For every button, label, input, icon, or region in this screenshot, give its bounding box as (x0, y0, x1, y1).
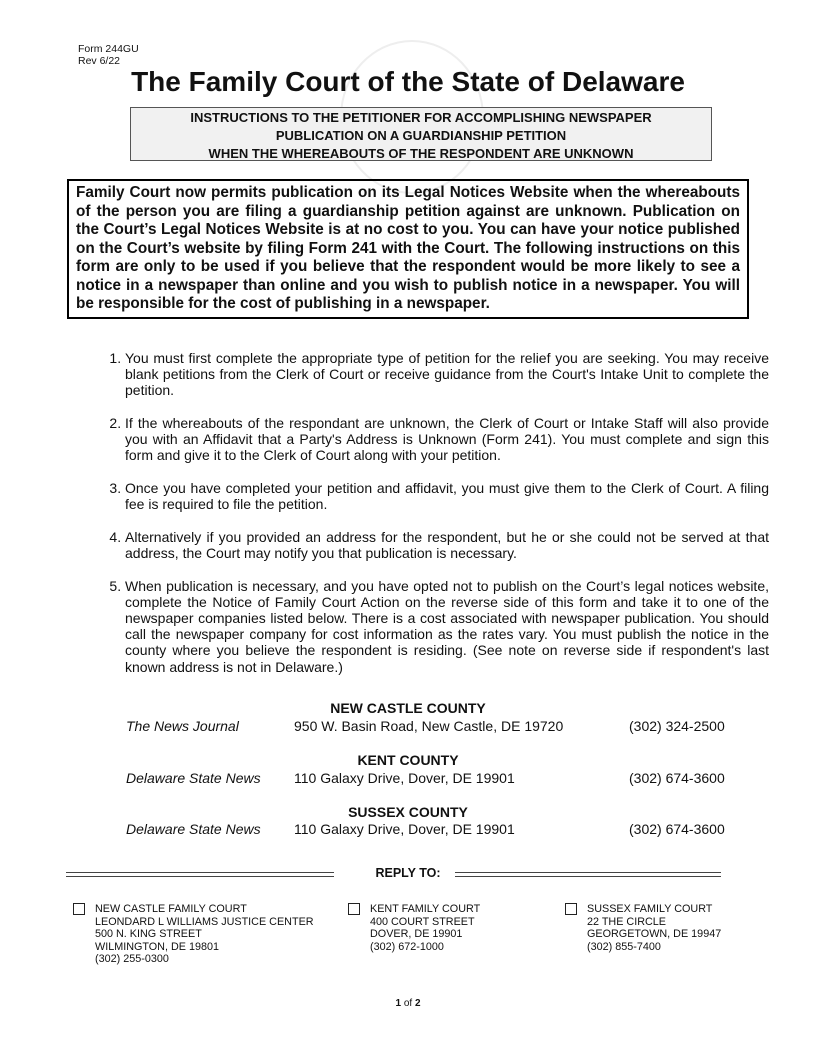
court-phone: (302) 672-1000 (370, 940, 444, 953)
county-heading: NEW CASTLE COUNTY (330, 700, 486, 716)
court-line: LEONDARD L WILLIAMS JUSTICE CENTER (95, 915, 314, 928)
court-line: 22 THE CIRCLE (587, 915, 667, 928)
newspaper-address: 110 Galaxy Drive, Dover, DE 19901 (294, 821, 515, 837)
step: 3. Once you have completed your petition and affidavit, you must give them to the Clerk of Court. A filing fee is required to file the petition. (125, 480, 769, 512)
court-line: 400 COURT STREET (370, 915, 475, 928)
step: 2. If the whereabouts of the respondant are unknown, the Clerk of Court or Intake Staff will also provide you with an Affidavit that a Party's Address is Unknown (Form 241). You must complete and sign this form and give it to the Clerk of Court along with your petition. (125, 415, 769, 464)
instructions-line: PUBLICATION ON A GUARDIANSHIP PETITION (275, 128, 567, 143)
instructions-line: WHEN THE WHEREABOUTS OF THE RESPONDENT ARE UNKNOWN (208, 146, 634, 161)
divider-right (455, 872, 721, 877)
checkbox[interactable] (348, 903, 360, 915)
reply-to-label: REPLY TO: (375, 866, 441, 880)
court-option-kent (370, 903, 480, 953)
county-heading: SUSSEX COUNTY (348, 804, 468, 820)
form-revision: Rev 6/22 (78, 55, 121, 67)
court-line: WILMINGTON, DE 19801 (95, 940, 220, 953)
form-number: Form 244GU (78, 43, 139, 55)
county-heading: KENT COUNTY (357, 752, 459, 768)
newspaper-address: 950 W. Basin Road, New Castle, DE 19720 (294, 718, 564, 734)
page-of: of (403, 998, 413, 1009)
court-name: SUSSEX FAMILY COURT (587, 903, 713, 915)
newspaper-name: Delaware State News (126, 821, 261, 837)
instructions-line: INSTRUCTIONS TO THE PETITIONER FOR ACCOMPLISHING NEWSPAPER (190, 110, 652, 125)
checkbox[interactable] (565, 903, 577, 915)
court-line: GEORGETOWN, DE 19947 (587, 928, 722, 941)
legal-notice-box: Family Court now permits publication on its Legal Notices Website when the whereabouts of the person you are filing a guardianship petition against are unknown. Publication on the Court’s Legal Notices Website is at no cost to you. You can have your notice published on the Court’s website by filing Form 241 with the Court. The following instructions on this form are only to be used if you believe that the respondent would be more likely to see a notice in a newspaper than online and you wish to publish notice in a newspaper. You will be responsible for the cost of publishing in a newspaper. (67, 179, 749, 319)
court-line: DOVER, DE 19901 (370, 928, 463, 941)
court-name: KENT FAMILY COURT (370, 903, 481, 915)
court-line: 500 N. KING STREET (95, 928, 202, 941)
step: 4. Alternatively if you provided an address for the respondent, but he or she could not be served at that address, the Court may notify you that publication is necessary. (125, 529, 769, 561)
instructions-header (130, 107, 712, 161)
court-phone: (302) 855-7400 (587, 940, 661, 953)
newspaper-phone: (302) 674-3600 (629, 770, 725, 786)
step: 1. You must first complete the appropriate type of petition for the relief you are seeking. You may receive blank petitions from the Clerk of Court or receive guidance from the Court's Intake Unit to complete the petition. (125, 350, 769, 399)
page-title: The Family Court of the State of Delaware (131, 66, 685, 97)
newspaper-phone: (302) 674-3600 (629, 821, 725, 837)
page-total: 2 (414, 998, 421, 1009)
page-current: 1 (395, 998, 402, 1009)
court-option-new-castle (95, 903, 314, 966)
instruction-steps (98, 350, 769, 691)
form-id (78, 43, 139, 67)
court-phone: (302) 255-0300 (95, 953, 169, 966)
newspaper-name: Delaware State News (126, 770, 261, 786)
newspaper-address: 110 Galaxy Drive, Dover, DE 19901 (294, 770, 515, 786)
page-number (0, 998, 816, 1009)
newspaper-name: The News Journal (126, 718, 239, 734)
court-name: NEW CASTLE FAMILY COURT (95, 903, 247, 915)
step: 5. When publication is necessary, and you have opted not to publish on the Court’s legal notices website, complete the Notice of Family Court Action on the reverse side of this form and take it to one of the newspaper companies listed below. There is a cost associated with newspaper publication. You should call the newspaper company for cost information as the rates vary. You must publish the notice in the county where you believe the respondent is residing. (See note on reverse side if respondent's last known address is not in Delaware.) (125, 578, 769, 675)
checkbox[interactable] (73, 903, 85, 915)
newspaper-phone: (302) 324-2500 (629, 718, 725, 734)
court-option-sussex (587, 903, 721, 953)
